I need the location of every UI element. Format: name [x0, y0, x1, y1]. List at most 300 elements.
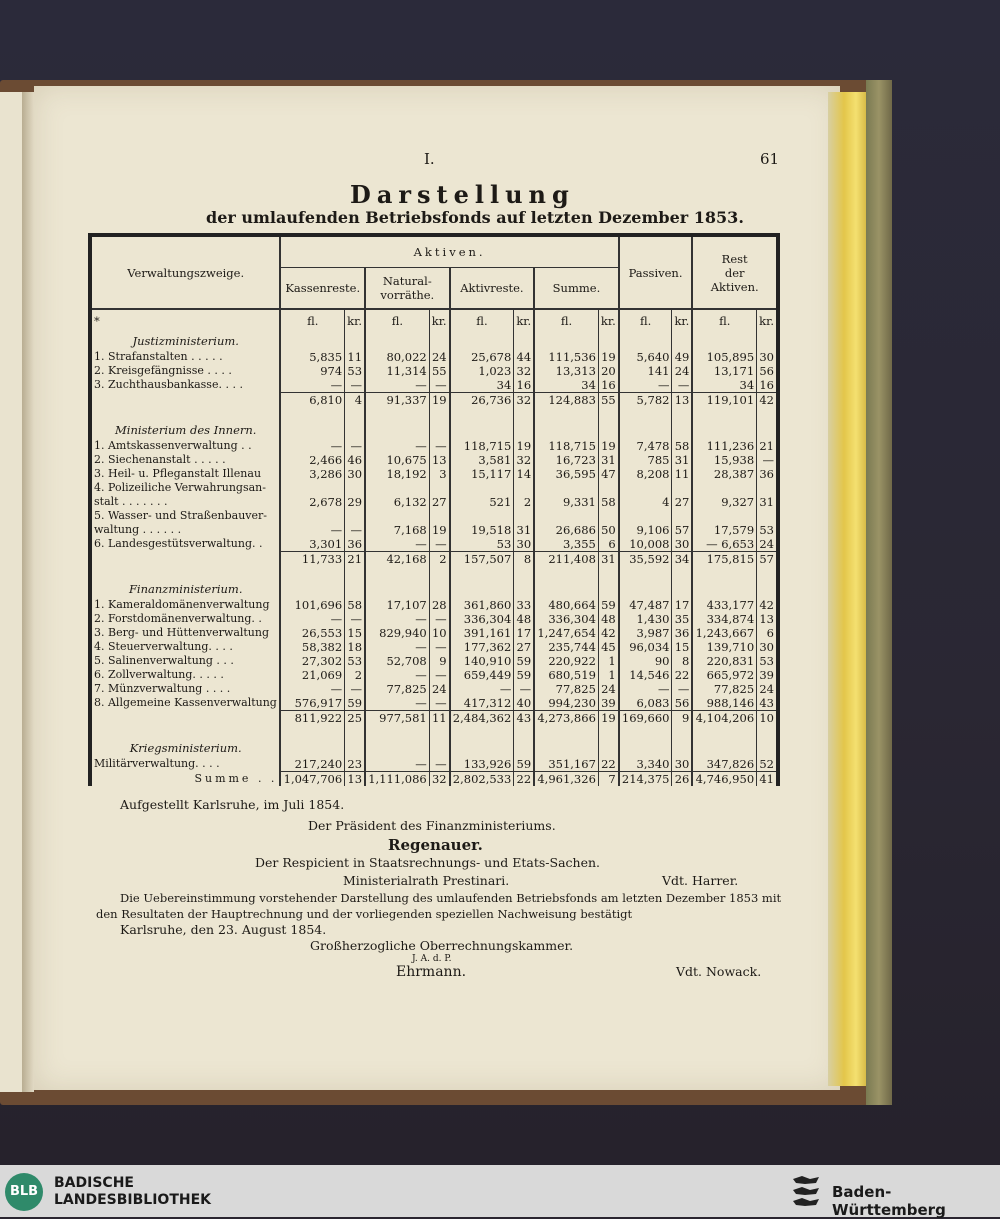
spacer-cell — [90, 566, 280, 580]
unit-kr: kr. — [672, 309, 692, 332]
cell-kr: 32 — [514, 453, 534, 467]
cell-fl: 175,815 — [692, 552, 756, 567]
cell-kr: 57 — [672, 523, 692, 537]
spacer-cell — [672, 421, 692, 439]
footer-line-9: Großherzogliche Oberrechnungskammer. — [310, 938, 574, 953]
cell-kr: 45 — [598, 640, 618, 654]
spacer-cell — [534, 421, 598, 439]
cell-kr: 32 — [514, 364, 534, 378]
cell-fl: 80,022 — [365, 350, 429, 364]
cell-fl: 665,972 — [692, 668, 756, 682]
cell-kr: 23 — [345, 757, 365, 772]
table-row — [90, 757, 778, 772]
cell-fl: 101,696 — [280, 598, 344, 612]
cell-kr: 32 — [514, 393, 534, 408]
cell-kr: 31 — [598, 552, 618, 567]
spacer-cell — [450, 332, 514, 350]
table-row-label: 3. Zuchthausbankasse. . . . — [90, 378, 280, 393]
baden-wuerttemberg-name[interactable]: Baden-Württemberg — [832, 1183, 946, 1219]
cell-fl: 77,825 — [534, 682, 598, 696]
cell-fl: 5,835 — [280, 350, 344, 364]
page-subtitle: der umlaufenden Betriebsfonds auf letzten Dezember 1853. — [206, 208, 744, 227]
unit-fl: fl. — [280, 309, 344, 332]
table-row — [90, 668, 778, 682]
cell-kr: — — [429, 612, 449, 626]
cell-fl — [534, 509, 598, 523]
cell-fl: 4 — [619, 495, 672, 509]
cell-fl — [280, 481, 344, 495]
footer-line-4: Der Respicient in Staatsrechnungs- und Etats-Sachen. — [255, 855, 601, 870]
page-number: 61 — [760, 150, 780, 168]
cell-fl: 9,331 — [534, 495, 598, 509]
spacer-cell — [619, 566, 672, 580]
spacer-cell — [365, 421, 429, 439]
cell-fl: 17,107 — [365, 598, 429, 612]
spacer-cell — [280, 566, 344, 580]
table-row — [90, 523, 778, 537]
cell-fl: — — [365, 757, 429, 772]
cell-fl: 169,660 — [619, 711, 672, 726]
grand-total-row-label: Summe . . — [90, 772, 280, 787]
cell-fl: — 6,653 — [692, 537, 756, 552]
cell-kr: 6 — [766, 626, 774, 640]
spacer-cell — [365, 566, 429, 580]
cell-fl: 118,715 — [450, 439, 514, 453]
cell-kr: 25 — [345, 711, 365, 726]
cell-kr: 55 — [598, 393, 618, 408]
spacer-cell — [757, 332, 778, 350]
blb-name[interactable] — [54, 1175, 211, 1209]
cell-fl: 52,708 — [365, 654, 429, 668]
table-row — [90, 696, 778, 711]
page-gutter — [22, 92, 34, 1092]
cell-kr: 36 — [672, 626, 692, 640]
cell-kr: — — [345, 682, 365, 696]
star-mark: * — [90, 309, 280, 332]
cell-fl: — — [365, 612, 429, 626]
cell-fl: 111,536 — [534, 350, 598, 364]
cell-fl: 139,710 — [692, 640, 756, 654]
cell-fl: 34 — [692, 378, 756, 393]
section-heading-row — [90, 332, 778, 350]
cell-kr: 46 — [345, 453, 365, 467]
cell-fl: 5,640 — [619, 350, 672, 364]
cell-fl: 3,355 — [534, 537, 598, 552]
cell-kr: 9 — [429, 654, 449, 668]
cell-kr: — — [762, 453, 774, 467]
cell-fl: 2,678 — [280, 495, 344, 509]
spacer-cell — [534, 739, 598, 757]
cell-kr — [598, 509, 618, 523]
cell-fl: 140,910 — [450, 654, 514, 668]
table-row — [90, 537, 778, 552]
footer-line-8: Karlsruhe, den 23. August 1854. — [120, 922, 327, 937]
cell-fl: 3,286 — [280, 467, 344, 481]
cell-kr: 11 — [429, 711, 449, 726]
cell-kr: — — [672, 378, 692, 393]
cell-fl: — — [365, 668, 429, 682]
cell-kr: 24 — [759, 682, 774, 696]
section-total-row-label — [90, 552, 280, 567]
cell-fl: — — [365, 640, 429, 654]
cell-fl: 15,938 — [692, 453, 756, 467]
table-row — [90, 495, 778, 509]
cell-fl — [692, 509, 756, 523]
cell-kr: 40 — [514, 696, 534, 711]
cell-kr: 19 — [598, 350, 618, 364]
cell-fl: — — [619, 378, 672, 393]
cell-fl: 58,382 — [280, 640, 344, 654]
cell-fl: 34 — [450, 378, 514, 393]
cell-fl: — — [280, 439, 344, 453]
spacer-cell — [534, 407, 598, 421]
cell-kr: 19 — [598, 439, 618, 453]
spacer-cell — [280, 332, 344, 350]
table-row — [90, 612, 778, 626]
cell-kr: 6 — [598, 537, 618, 552]
table-row-label: 2. Kreisgefängnisse . . . . — [90, 364, 280, 378]
cell-fl: 211,408 — [534, 552, 598, 567]
grand-total-row — [90, 772, 778, 787]
cell-kr: 13 — [759, 612, 774, 626]
table-row-label: 3. Heil- u. Pfleganstalt Illenau — [90, 467, 280, 481]
cell-fl: 3,340 — [619, 757, 672, 772]
cell-fl: 90 — [619, 654, 672, 668]
spacer-cell — [345, 580, 365, 598]
book-binding — [866, 80, 892, 1105]
cell-kr: 16 — [598, 378, 618, 393]
cell-kr: 30 — [672, 757, 692, 772]
cell-kr: 21 — [759, 439, 774, 453]
cell-fl: 19,518 — [450, 523, 514, 537]
table-row — [90, 654, 778, 668]
cell-fl: 3,987 — [619, 626, 672, 640]
cell-fl: 9,327 — [692, 495, 756, 509]
cell-fl: 157,507 — [450, 552, 514, 567]
cell-fl: — — [280, 682, 344, 696]
cell-kr: 7 — [598, 772, 618, 787]
cell-fl: 480,664 — [534, 598, 598, 612]
cell-kr: 8 — [672, 654, 692, 668]
cell-kr: 59 — [514, 668, 534, 682]
cell-kr: — — [345, 378, 365, 393]
cell-fl: 4,746,950 — [692, 772, 756, 787]
cell-fl: 105,895 — [692, 350, 756, 364]
cell-kr: — — [429, 696, 449, 711]
cell-fl: 3,581 — [450, 453, 514, 467]
table-row — [90, 364, 778, 378]
cell-fl: 26,553 — [280, 626, 344, 640]
cell-fl — [619, 481, 672, 495]
cell-kr: 1 — [598, 668, 618, 682]
cell-kr: 20 — [598, 364, 618, 378]
spacer-cell — [90, 407, 280, 421]
cell-fl: 6,810 — [280, 393, 344, 408]
cell-fl: — — [619, 682, 672, 696]
table-row — [90, 598, 778, 612]
table-row-label: 2. Forstdomänenverwaltung. . — [90, 612, 280, 626]
cell-fl: 53 — [450, 537, 514, 552]
cell-fl: 235,744 — [534, 640, 598, 654]
spacer-cell — [345, 566, 365, 580]
cell-fl: 4,273,866 — [534, 711, 598, 726]
cell-kr: 35 — [672, 612, 692, 626]
cell-kr: 31 — [759, 495, 774, 509]
footer-line-2: Der Präsident des Finanzministeriums. — [308, 818, 556, 833]
spacer-cell — [757, 421, 778, 439]
spacer-cell — [757, 407, 778, 421]
cell-kr — [345, 509, 365, 523]
cell-kr: 30 — [514, 537, 534, 552]
spacer-cell — [429, 725, 449, 739]
cell-kr: 13 — [672, 393, 692, 408]
table-row-label: 4. Steuerverwaltung. . . . — [90, 640, 280, 654]
cell-kr: 31 — [514, 523, 534, 537]
blb-logo[interactable]: BLB — [5, 1173, 43, 1211]
cell-kr: 30 — [345, 467, 365, 481]
cell-fl: 77,825 — [365, 682, 429, 696]
footer-line-5b: Vdt. Harrer. — [662, 873, 739, 888]
cell-kr — [429, 509, 449, 523]
cell-kr: 39 — [759, 668, 774, 682]
table-row — [90, 509, 778, 523]
cell-kr: 21 — [345, 552, 365, 567]
header-passiven: Passiven. — [619, 235, 693, 309]
cell-kr: — — [514, 682, 534, 696]
cell-fl: 118,715 — [534, 439, 598, 453]
spacer-cell — [429, 421, 449, 439]
cell-kr: 10 — [429, 626, 449, 640]
cell-kr: — — [429, 757, 449, 772]
table-row-label: 8. Allgemeine Kassenverwaltung — [90, 696, 280, 711]
section-total-row — [90, 711, 778, 726]
footer-line-11a: Ehrmann. — [396, 964, 467, 980]
table-row-label: 1. Strafanstalten . . . . . — [90, 350, 280, 364]
left-page-edge — [0, 92, 24, 1092]
unit-fl: fl. — [619, 309, 672, 332]
cell-fl: 91,337 — [365, 393, 429, 408]
cell-kr: 34 — [672, 552, 692, 567]
cell-kr: — — [429, 439, 449, 453]
spacer-cell — [692, 407, 756, 421]
cell-fl: 18,192 — [365, 467, 429, 481]
cell-fl: 36,595 — [534, 467, 598, 481]
cell-kr: 53 — [759, 654, 774, 668]
cell-fl: 347,826 — [692, 757, 756, 772]
spacer-cell — [450, 725, 514, 739]
spacer-cell — [365, 332, 429, 350]
spacer-cell — [514, 407, 534, 421]
cell-kr: 13 — [429, 453, 449, 467]
table-row-label: Militärverwaltung. . . . — [90, 757, 280, 772]
cell-fl: 27,302 — [280, 654, 344, 668]
unit-kr: kr. — [514, 309, 534, 332]
baden-wuerttemberg-lions-icon[interactable] — [790, 1173, 822, 1209]
cell-fl: 785 — [619, 453, 672, 467]
cell-kr: 59 — [345, 696, 365, 711]
spacer-cell — [692, 566, 756, 580]
cell-kr: 43 — [759, 696, 774, 710]
cell-kr: 56 — [672, 696, 692, 711]
spacer-cell — [619, 580, 672, 598]
cell-fl: 1,243,667 — [692, 626, 756, 640]
cell-kr — [598, 481, 618, 495]
cell-fl: 829,940 — [365, 626, 429, 640]
table-row-label: 6. Zollverwaltung. . . . . — [90, 668, 280, 682]
spacer-cell — [598, 421, 618, 439]
cell-fl: 977,581 — [365, 711, 429, 726]
spacer-cell — [757, 739, 778, 757]
cell-kr: 9 — [672, 711, 692, 726]
header-rest: Rest der Aktiven. — [692, 235, 778, 309]
cell-fl: 2,484,362 — [450, 711, 514, 726]
cell-fl: 680,519 — [534, 668, 598, 682]
spacer-cell — [514, 421, 534, 439]
cell-fl — [450, 509, 514, 523]
spacer-cell — [534, 725, 598, 739]
cell-kr: 58 — [672, 439, 692, 453]
cell-fl: 111,236 — [692, 439, 756, 453]
cell-fl — [692, 481, 756, 495]
spacer-cell — [280, 739, 344, 757]
spacer-cell — [534, 566, 598, 580]
cell-kr: 19 — [429, 523, 449, 537]
cell-fl: — — [450, 682, 514, 696]
cell-kr: 15 — [345, 626, 365, 640]
cell-kr: 42 — [598, 626, 618, 640]
section-numeral: I. — [424, 150, 435, 168]
cell-fl: — — [365, 537, 429, 552]
section-total-row — [90, 552, 778, 567]
cell-kr: 41 — [757, 772, 778, 787]
cell-fl: 11,733 — [280, 552, 344, 567]
cell-kr: 24 — [429, 350, 449, 364]
cell-fl: 13,171 — [692, 364, 756, 378]
cell-fl: 16,723 — [534, 453, 598, 467]
betriebsfonds-table — [88, 233, 780, 786]
cell-kr — [514, 509, 534, 523]
cell-kr: 58 — [345, 598, 365, 612]
spacer-cell — [598, 332, 618, 350]
spacer-cell — [598, 580, 618, 598]
cell-fl: 96,034 — [619, 640, 672, 654]
cell-fl: 21,069 — [280, 668, 344, 682]
spacer-cell — [598, 739, 618, 757]
spacer-cell — [345, 739, 365, 757]
cell-kr: 27 — [429, 495, 449, 509]
cell-kr: 16 — [514, 378, 534, 393]
cell-fl: 25,678 — [450, 350, 514, 364]
footer-line-11b: Vdt. Nowack. — [676, 964, 762, 979]
spacer-cell — [280, 725, 344, 739]
cell-fl: 133,926 — [450, 757, 514, 772]
spacer-cell — [619, 407, 672, 421]
cell-kr: 19 — [429, 393, 449, 408]
table-row — [90, 626, 778, 640]
cell-fl: 77,825 — [692, 682, 756, 696]
spacer-cell — [619, 332, 672, 350]
spacer-cell — [450, 566, 514, 580]
cell-kr: — — [429, 537, 449, 552]
spacer-cell — [692, 725, 756, 739]
cell-fl: 220,831 — [692, 654, 756, 668]
cell-kr: — — [429, 378, 449, 393]
cell-fl: 576,917 — [280, 696, 344, 711]
cell-kr: 2 — [514, 495, 534, 509]
cell-kr: 47 — [598, 467, 618, 481]
cell-kr: 43 — [514, 711, 534, 726]
spacer-cell — [365, 580, 429, 598]
spacer-cell — [757, 580, 778, 598]
table-row-label: 6. Landesgestütsverwaltung. . — [90, 537, 280, 552]
cell-fl: 1,430 — [619, 612, 672, 626]
table-row-label: 5. Wasser- und Straßenbauver- — [90, 509, 280, 523]
spacer-cell — [345, 407, 365, 421]
spacer-cell — [672, 725, 692, 739]
spacer-cell — [598, 725, 618, 739]
cell-kr: — — [345, 523, 365, 537]
cell-fl: 26,686 — [534, 523, 598, 537]
unit-fl: fl. — [365, 309, 429, 332]
spacer-cell — [534, 580, 598, 598]
cell-fl: 14,546 — [619, 668, 672, 682]
cell-fl — [365, 481, 429, 495]
header-natural: Natural- vorräthe. — [365, 268, 450, 310]
section-heading: Ministerium des Innern. — [90, 421, 280, 439]
cell-kr: 15 — [672, 640, 692, 654]
cell-kr — [672, 481, 692, 495]
spacer-row — [90, 407, 778, 421]
spacer-cell — [450, 580, 514, 598]
cell-kr: 30 — [759, 350, 774, 364]
cell-kr — [345, 481, 365, 495]
cell-fl: 119,101 — [692, 393, 756, 408]
section-heading-row — [90, 421, 778, 439]
cell-kr: 42 — [759, 598, 774, 612]
table-row-label: 1. Amtskassenverwaltung . . — [90, 439, 280, 453]
cell-kr: 14 — [514, 467, 534, 481]
cell-fl: 994,230 — [534, 696, 598, 711]
cell-fl: 1,111,086 — [365, 772, 429, 787]
units-row — [90, 309, 778, 332]
cell-kr: — — [672, 682, 692, 696]
cell-fl: 2,466 — [280, 453, 344, 467]
cell-kr: 56 — [759, 364, 774, 378]
cell-kr: 3 — [429, 467, 449, 481]
cell-kr: 19 — [514, 439, 534, 453]
cell-kr: 10 — [757, 711, 778, 726]
header-summe: Summe. — [534, 268, 619, 310]
footer-line-6: Die Uebereinstimmung vorstehender Darstellung des umlaufenden Betriebsfonds am letzten Dezember 1853 mit — [120, 891, 782, 905]
spacer-cell — [534, 332, 598, 350]
table-row-label: waltung . . . . . . — [90, 523, 280, 537]
spacer-cell — [429, 332, 449, 350]
table-row — [90, 350, 778, 364]
spacer-cell — [345, 725, 365, 739]
cell-fl — [365, 509, 429, 523]
cell-fl: 26,736 — [450, 393, 514, 408]
cell-kr: — — [429, 640, 449, 654]
spacer-cell — [429, 739, 449, 757]
cell-fl: 1,047,706 — [280, 772, 344, 787]
cell-kr: 33 — [514, 598, 534, 612]
footer-line-7: den Resultaten der Hauptrechnung und der vorliegenden speziellen Nachweisung bestätigt — [96, 907, 633, 921]
cell-kr: 31 — [672, 453, 692, 467]
spacer-cell — [90, 725, 280, 739]
cell-kr: 58 — [598, 495, 618, 509]
cell-fl: — — [365, 378, 429, 393]
spacer-cell — [450, 407, 514, 421]
